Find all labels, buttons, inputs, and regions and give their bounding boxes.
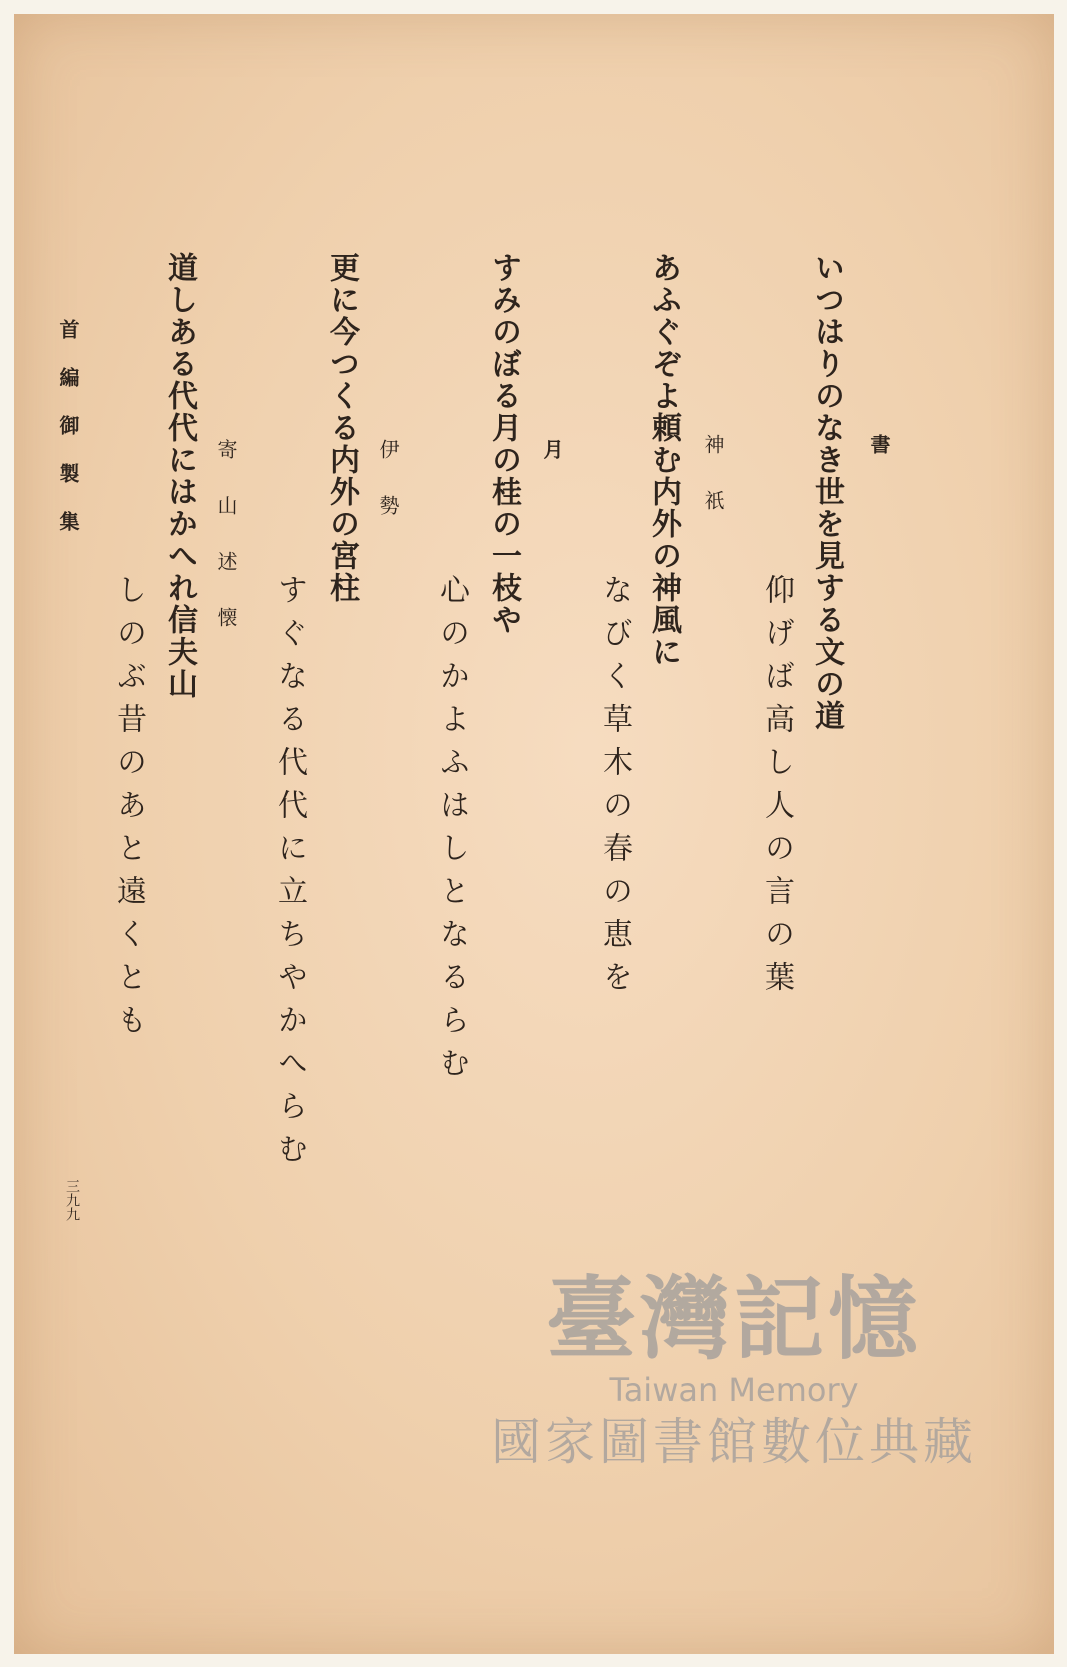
poem-line: あふぐぞよ頼む内外の神風に — [646, 252, 681, 668]
poem-line: いつはりのなき世を見する文の道 — [809, 252, 844, 732]
watermark-library: 國家圖書館數位典藏 — [491, 1413, 977, 1471]
poem-line: 心のかよふはしとなるらむ — [434, 574, 469, 1090]
poem-line: 更に今つくる内外の宮柱 — [324, 252, 359, 604]
watermark-english: Taiwan Memory — [609, 1371, 859, 1409]
watermark-brush-text: 臺灣記憶 — [546, 1266, 922, 1372]
poem-line: なびく草木の春の恵を — [597, 574, 632, 1004]
poem-title: 月 — [540, 439, 564, 463]
running-title: 首編御製集 — [56, 319, 80, 559]
poem-title: 伊勢 — [376, 439, 400, 551]
watermark — [454, 1264, 1014, 1474]
poem-title: 書 — [867, 434, 891, 458]
poem-line: すぐなる代代に立ちやかへらむ — [272, 574, 307, 1176]
poem-line: しのぶ昔のあと遠くとも — [111, 574, 146, 1047]
poem-line: すみのぼる月の桂の一枝や — [486, 252, 521, 636]
book-page — [14, 14, 1054, 1654]
poem-title: 寄山述懐 — [214, 439, 238, 663]
page-number: 三九九 — [64, 1179, 80, 1221]
poem-title: 神祇 — [701, 434, 725, 546]
poem-line: 仰げば高し人の言の葉 — [759, 574, 794, 1004]
poem-line: 道しある代代にはかへれ信夫山 — [162, 252, 197, 700]
